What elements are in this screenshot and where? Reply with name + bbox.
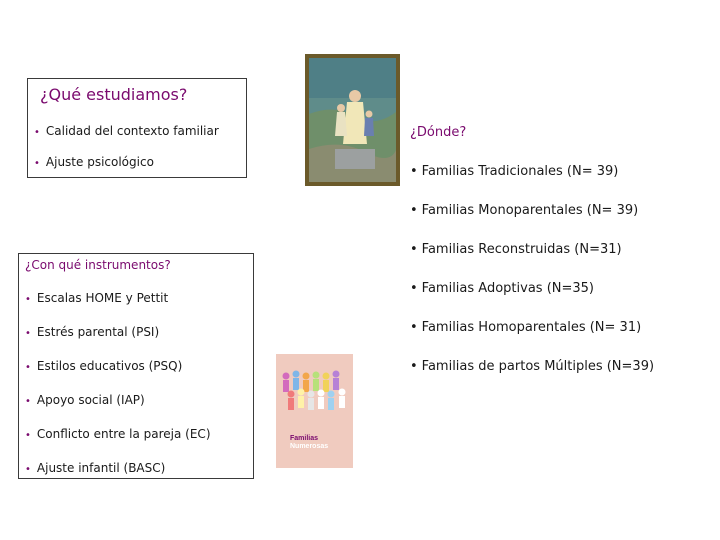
list-item: • Familias Tradicionales (N= 39) bbox=[410, 164, 619, 179]
bullet-icon: • bbox=[25, 294, 31, 305]
list-item: • Familias Adoptivas (N=35) bbox=[410, 281, 594, 296]
bullet-icon: • bbox=[25, 464, 31, 475]
bullet-icon: • bbox=[34, 127, 40, 138]
list-item: • Estrés parental (PSI) bbox=[25, 325, 160, 339]
list-item: • Estilos educativos (PSQ) bbox=[25, 359, 183, 373]
list-item: • Conflicto entre la pareja (EC) bbox=[25, 427, 211, 441]
bullet-icon: • bbox=[410, 203, 418, 218]
bullet-icon: • bbox=[410, 320, 418, 335]
list-item: • Familias Homoparentales (N= 31) bbox=[410, 320, 642, 335]
bullet-icon: • bbox=[410, 359, 418, 374]
book-cover-image bbox=[276, 354, 353, 468]
bullet-icon: • bbox=[25, 328, 31, 339]
list-item: • Ajuste infantil (BASC) bbox=[25, 461, 166, 475]
bullet-icon: • bbox=[25, 396, 31, 407]
list-item: • Familias de partos Múltiples (N=39) bbox=[410, 359, 655, 374]
list-item: • Familias Monoparentales (N= 39) bbox=[410, 203, 639, 218]
bullet-icon: • bbox=[25, 430, 31, 441]
list-item: • Escalas HOME y Pettit bbox=[25, 291, 169, 305]
where-title: ¿Dónde? bbox=[410, 125, 467, 140]
bullet-icon: • bbox=[410, 281, 418, 296]
list-item: • Ajuste psicológico bbox=[34, 155, 154, 169]
what-we-study-box bbox=[27, 78, 247, 178]
list-item: • Calidad del contexto familiar bbox=[34, 124, 219, 138]
bullet-icon: • bbox=[410, 242, 418, 257]
what-we-study-list bbox=[34, 123, 219, 185]
bullet-icon: • bbox=[34, 158, 40, 169]
bullet-icon: • bbox=[410, 164, 418, 179]
what-we-study-title: ¿Qué estudiamos? bbox=[40, 85, 188, 104]
book-title-line2: Numerosas bbox=[290, 443, 329, 450]
instruments-title: ¿Con qué instrumentos? bbox=[25, 258, 171, 272]
bullet-icon: • bbox=[25, 362, 31, 373]
painting-image bbox=[305, 54, 400, 186]
list-item: • Familias Reconstruidas (N=31) bbox=[410, 242, 622, 257]
where-list bbox=[410, 163, 654, 397]
book-title-line1: Familias bbox=[290, 435, 319, 442]
instruments-box bbox=[18, 253, 254, 479]
list-item: • Apoyo social (IAP) bbox=[25, 393, 145, 407]
instruments-list bbox=[25, 290, 211, 494]
